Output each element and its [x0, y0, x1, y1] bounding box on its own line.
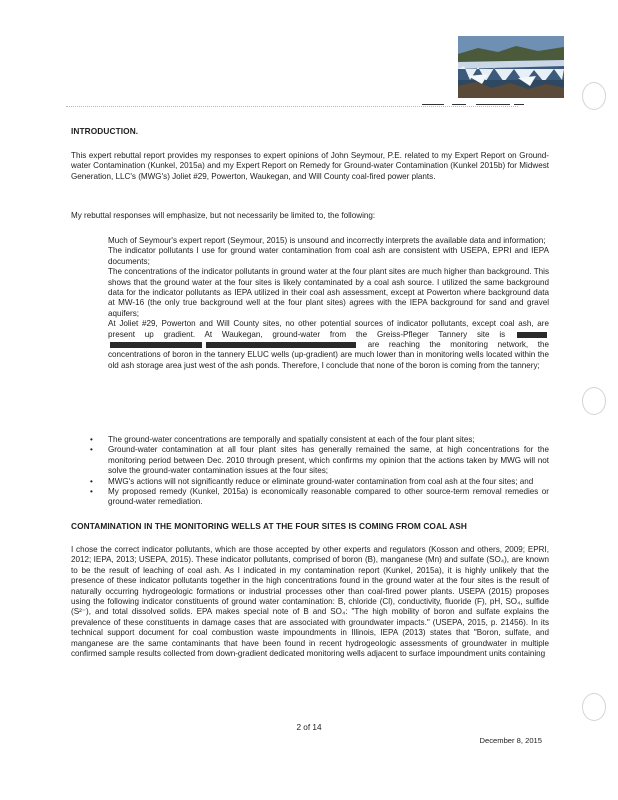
rebuttal-item: The concentrations of the indicator pollutants in ground water at the four plant sites are much higher than background. This shows that the ground water at the four sites is likely contaminated by a coal ash source. I utilized the same background data for the indicator pollutants as IEPA utilized in their coal ash assessment, except at Powerton where background data at MW-16 (the only true background well at the four plant sites) agrees with the IEPA background for sand and gravel aquifers; — [108, 267, 549, 318]
header-rule-dash — [476, 104, 510, 105]
bullet-list — [90, 435, 549, 508]
intro-paragraph: This expert rebuttal report provides my responses to expert opinions of John Seymour, P.E. related to my Expert Report on Ground-water Contamination (Kunkel, 2015a) and my Expert Report on Remedy for Ground-water Contamination (Kunkel 2015b) for Midwest Generation, LLC's (MWG's) Joliet #29, Powerton, Waukegan, and Will County coal-fired power plants. — [71, 151, 549, 181]
redaction-bar — [517, 332, 547, 338]
rebuttal-list — [108, 236, 549, 371]
section-heading: CONTAMINATION IN THE MONITORING WELLS AT THE FOUR SITES IS COMING FROM COAL ASH — [71, 521, 467, 531]
bullet-item: • My proposed remedy (Kunkel, 2015a) is economically reasonable compared to other source-term removal remedies or ground-water remediation. — [90, 487, 549, 508]
intro-heading: INTRODUCTION. — [71, 126, 139, 136]
rebuttal-item: The indicator pollutants I use for ground water contamination from coal ash are consistent with USEPA, EPRI and IEPA documents; — [108, 246, 549, 266]
rebuttal-item: Much of Seymour's expert report (Seymour, 2015) is unsound and incorrectly interprets the available data and information; — [108, 236, 546, 245]
section-paragraph: I chose the correct indicator pollutants, which are those accepted by other experts and regulators (Kosson and others, 2009; EPRI, 2012; IEPA, 2013; USEPA, 2015). These indicator pollutants, comprised of boron (B), manganese (Mn) and sulfate (SO₄), are known to be the result of leaching of coal ash. As I indicated in my contamination report (Kunkel, 2015a), it is highly unlikely that the presence of these indicator pollutants together in the high concentrations found in the ground water at the four sites is the result of naturally occurring hydrogeologic formations or industrial processes other than coal-fired power plants. USEPA (2015) proposes using the following indicator constituents of ground water contamination: B, chloride (Cl), conductivity, fluoride (F), pH, SO₄, sulfide (S²⁻), and total dissolved solids. EPA makes special note of B and SO₄: "The high mobility of boron and sulfate explains the prevalence of these constituents in damage cases that are associated with groundwater impacts." (USEPA, 2015, p. 21456). In its technical support document for coal combustion waste impoundments in Illinois, IEPA (2013) states that "Boron, sulfate, and manganese are the same contaminants that have been found in recent hydrogeologic assessments of groundwater in multiple confirmed sample results collected from down-gradient dedicated monitoring wells adjacent to surface impoundment units containing — [71, 545, 549, 659]
redaction-bar — [206, 342, 356, 348]
intro-lead-in: My rebuttal responses will emphasize, but not necessarily be limited to, the following: — [71, 211, 376, 220]
header-rule-dash — [422, 104, 444, 105]
bullet-item: • MWG's actions will not significantly reduce or eliminate ground-water contamination from coal ash at the four sites; and — [90, 477, 549, 487]
waterfall-logo — [458, 36, 564, 98]
page-number: 2 of 14 — [296, 723, 322, 732]
header-rule — [66, 106, 518, 107]
punch-hole — [582, 82, 606, 110]
bullet-item: • Ground-water contamination at all four plant sites has generally remained the same, at high concentrations for the monitoring period between Dec. 2010 through present, which confirms my opinion that the actions taken by MWG will not solve the ground-water contamination issues at the four sites; — [90, 445, 549, 476]
redaction-bar — [110, 342, 202, 348]
header-rule-dash — [514, 104, 524, 105]
header-rule-dash — [452, 104, 466, 105]
footer-date: December 8, 2015 — [479, 736, 542, 745]
bullet-item: • The ground-water concentrations are temporally and spatially consistent at each of the four plant sites; — [90, 435, 549, 445]
punch-hole — [582, 693, 606, 721]
waterfall-logo-image — [458, 36, 564, 98]
rebuttal-item-text: At Joliet #29, Powerton and Will County sites, no other potential sources of indicator pollutants, except coal ash, are present up gradient. At Waukegan, ground-water from the Greiss-Pfleger Tannery site is — [108, 319, 549, 339]
punch-hole — [582, 387, 606, 415]
rebuttal-item-text: are reaching the monitoring network, the concentrations of boron in the tannery ELUC wells (up-gradient) are much lower than in monitoring wells located within the old ash storage area just west of the ash ponds. Therefore, I conclude that none of the boron is coming from the tannery; — [108, 340, 549, 370]
rebuttal-item — [108, 319, 549, 371]
